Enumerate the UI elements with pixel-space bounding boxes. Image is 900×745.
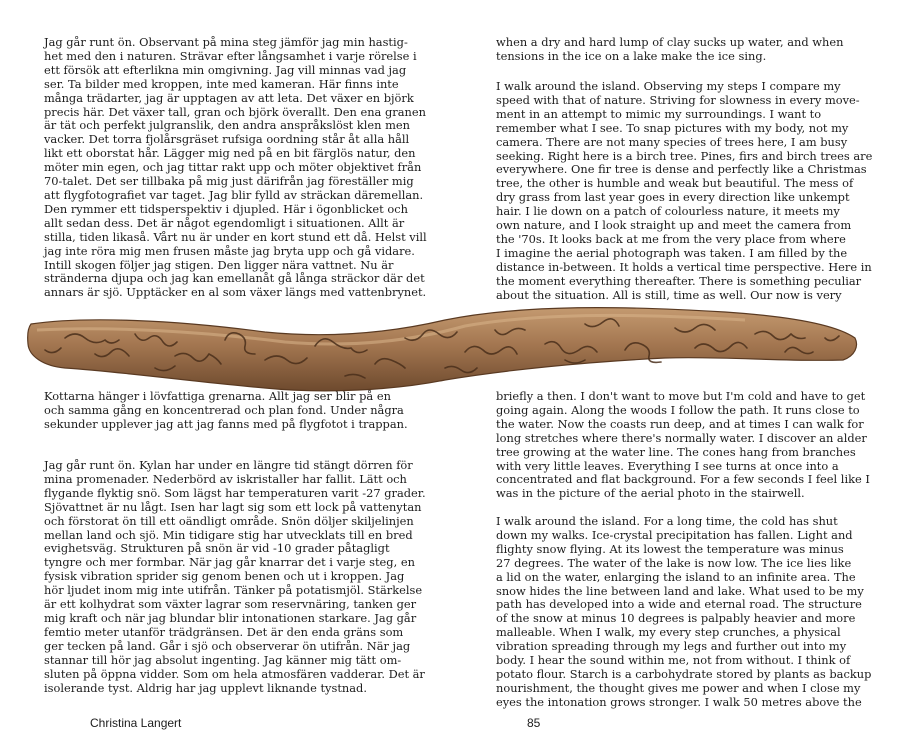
- right-bottom-paragraph-1: briefly a then. I don't want to move but I'm cold and have to get going again. Along the woods I follow the path. It runs close to the water. Now the coasts run deep, and at times I can walk for long stretches where there's normally water. I discover an alder tree growing at the water line. The cones hang from branches with very little leaves. Everything I see turns at once into a concentrated and flat background. For a few seconds I feel like I was in the picture of the aerial photo in the stairwell.: [496, 389, 870, 501]
- right-bottom-paragraph-2: I walk around the island. For a long time, the cold has shut down my walks. Ice-crystal precipitation has fallen. Light and flighty snow flying. At its lowest the temperature was minus 27 degrees. The water of the lake is now low. The ice lies like a lid on the water, enlarging the island to an infinite area. The snow hides the line between land and lake. What used to be my path has developed into a wide and eternal road. The structure of the snow at minus 10 degrees is palpably heavier and more malleable. When I walk, my every step crunches, a physical vibration spreading through my legs and further out into my body. I hear the sound within me, not from without. I think of potato flour. Starch is a carbohydrate stored by plants as backup nourishment, the thought gives me power and when I close my eyes the intonation grows stronger. I walk 50 metres above the: [496, 514, 872, 709]
- left-bottom-paragraph-1: Kottarna hänger i lövfattiga grenarna. Allt jag ser blir på en och samma gång en koncentrerad och plan fond. Under några sekunder upplever jag att jag fanns med på flygfotot i trappan.: [44, 389, 408, 431]
- left-bottom-paragraph-2: Jag går runt ön. Kylan har under en längre tid stängt dörren för mina promenader. Nederbörd av iskristaller har fallit. Lätt och flygande flyktig snö. Som lägst har temperaturen varit -27 grader. Sjövattnet är nu lågt. Isen har lagt sig som ett lock på vattenytan och förstorat ön till ett oändligt område. Snön döljer skiljelinjen mellan land och sjö. Min tidigare stig har utvecklats till en bred evighetsväg. Strukturen på snön är vid -10 grader påtagligt tyngre och mer formbar. När jag går knarrar det i varje steg, en fysisk vibration sprider sig genom benen och ut i kroppen. Jag hör ljudet inom mig inte utifrån. Tänker på potatismjöl. Stärkelse är ett kolhydrat som växter lagrar som reservnäring, tanken ger mig kraft och när jag blundar blir intonationen starkare. Jag går femtio meter utanför trädgränsen. Det är den enda gräns som ger tecken på land. Går i sjö och observerar ön utifrån. När jag stannar till hör jag absolut ingenting. Jag känner mig tätt om- sluten på öppna vidder. Som om hela atmosfären vadderar. Det är isolerande tyst. Aldrig har jag upplevt liknande tystnad.: [44, 458, 426, 695]
- page-number: 85: [527, 716, 541, 730]
- right-top-paragraph-2: I walk around the island. Observing my steps I compare my speed with that of nature. Striving for slowness in every move- ment in an attempt to mimic my surroundings. I want to remember what I see. To snap pictures with my body, not my camera. There are not many species of trees here, I am busy seeking. Right here is a birch tree. Pines, firs and birch trees are everywhere. One fir tree is dense and perfectly like a Christmas tree, the other is humble and weak but beautiful. The mess of dry grass from last year goes in every direction like unkempt hair. I lie down on a patch of colourless nature, it meets my own nature, and I look straight up and meet the camera from the '70s. It looks back at me from the very place from where I imagine the aerial photograph was taken. I am filled by the distance in-between. It holds a vertical time perspective. Here in the moment everything thereafter. There is something peculiar about the situation. All is still, time as well. Our now is very: [496, 79, 873, 302]
- right-top-paragraph-1: when a dry and hard lump of clay sucks up water, and when tensions in the ice on a lake make the ice sing.: [496, 35, 844, 63]
- left-top-paragraph: Jag går runt ön. Observant på mina steg jämför jag min hastig- het med den i naturen. Strävar efter långsamhet i varje rörelse i ett försök att efterlikna min omgivning. Jag vill minnas vad jag ser. Ta bilder med kroppen, inte med kameran. Här finns inte många trädarter, jag är upptagen av att leta. Det växer en björk precis här. Det växer tall, gran och björk överallt. Den ena granen är tät och perfekt julgranslik, den andra anspråkslöst klen men vacker. Det torra fjolårsgräset rufsiga oordning står åt alla håll likt ett oborstat hår. Lägger mig ned på en bit färglös natur, den möter min egen, och jag tittar rakt upp och möter objektivet från 70-talet. Det ser tillbaka på mig just därifrån jag föreställer mig att flygfotografiet var taget. Jag blir fylld av sträckan däremellan. Den rymmer ett tidsperspektiv i djupled. Här i ögonblicket och allt sedan dess. Det är något egendomligt i situationen. Allt är stilla, tiden likaså. Vårt nu är under en kort stund ett då. Helst vill jag inte röra mig men frusen måste jag bryta upp och gå vidare. Intill skogen följer jag stigen. Den ligger nära vattnet. Nu är stränderna djupa och jag kan emellanåt gå långa sträckor där det annars är sjö. Upptäcker en al som växer längs med vattenbrynet.: [44, 35, 427, 300]
- engraved-branch-image: [25, 294, 860, 404]
- footer-author: Christina Langert: [90, 716, 182, 730]
